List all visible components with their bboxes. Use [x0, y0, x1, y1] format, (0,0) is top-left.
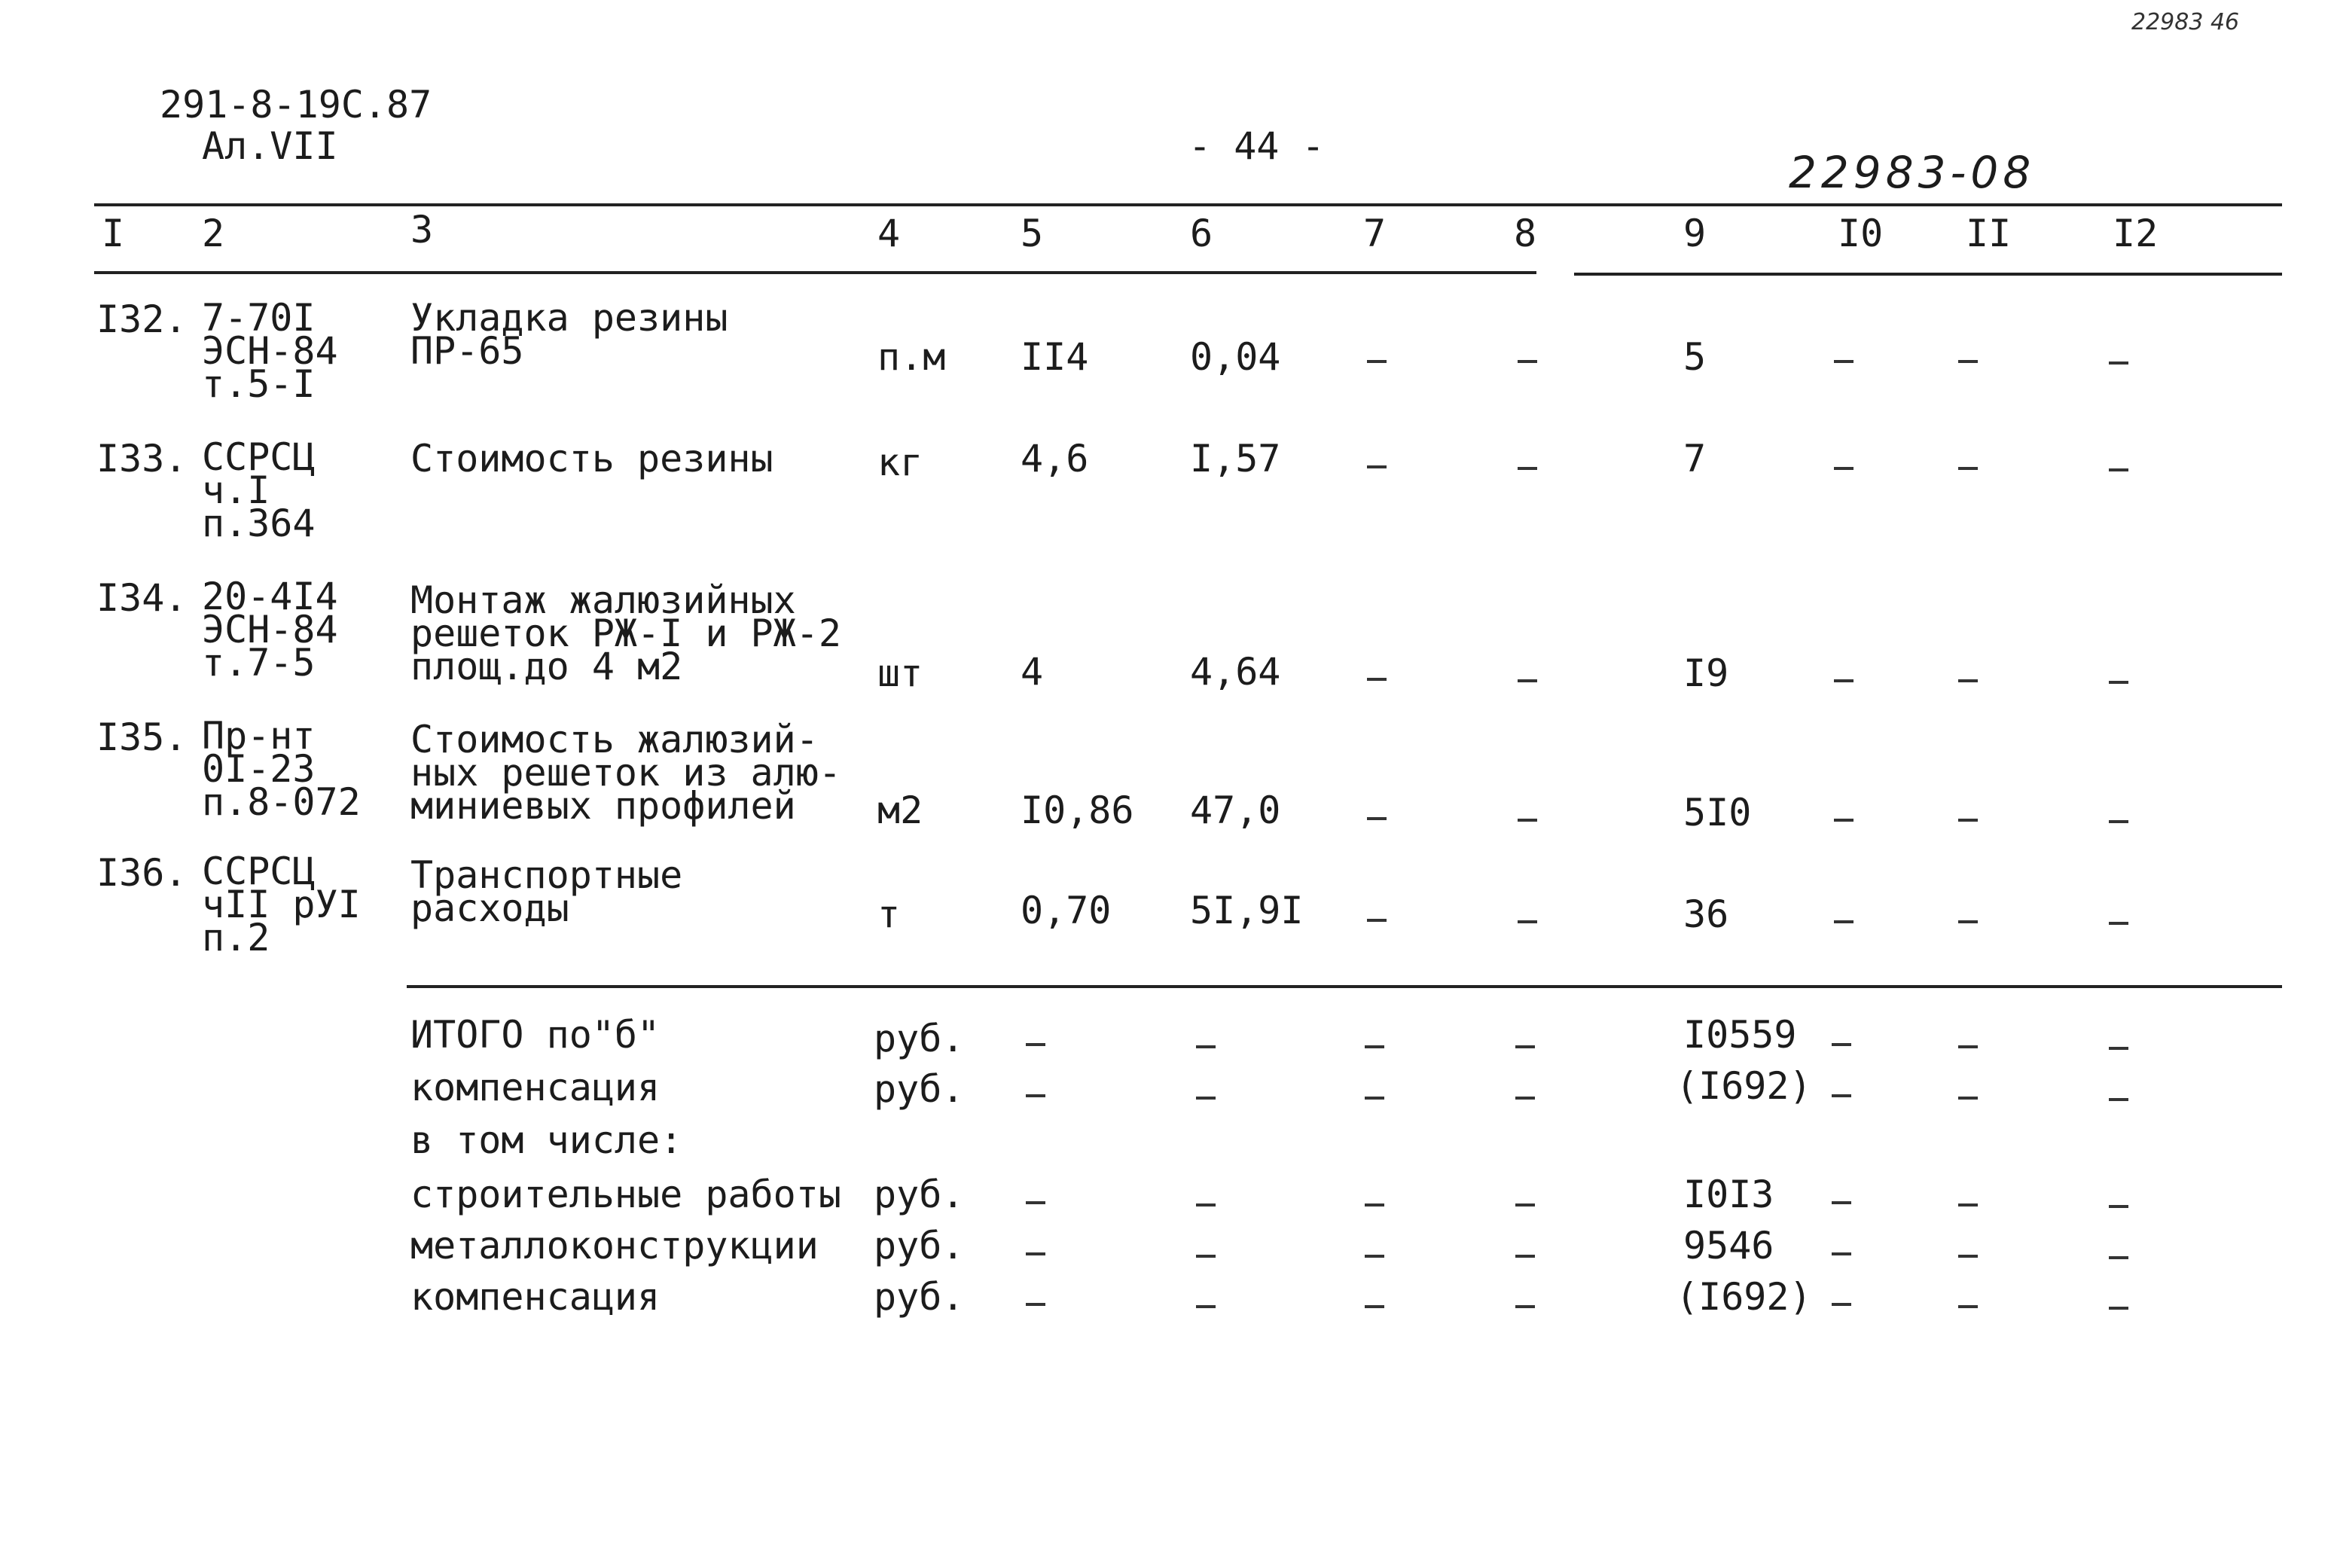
- summary-unit: руб.: [874, 1173, 965, 1216]
- dash: [1365, 1255, 1384, 1258]
- dash: [1365, 1203, 1384, 1207]
- row-code: 7-70I ЭСН-84 т.5-I: [202, 296, 338, 406]
- dash: [1365, 1305, 1384, 1308]
- row-name: Стоимость резины: [410, 437, 773, 480]
- dash: [1026, 1094, 1045, 1097]
- column-header-8: 8: [1514, 212, 1537, 255]
- row-total: 7: [1683, 437, 1707, 480]
- summary-unit: руб.: [874, 1224, 965, 1268]
- row-unit: шт: [877, 651, 923, 695]
- dash: [1958, 360, 1978, 363]
- dash: [1958, 1045, 1978, 1048]
- header-bottom-rule-left: [94, 271, 1536, 274]
- dash: [1367, 465, 1387, 468]
- row-total: 5: [1683, 335, 1707, 379]
- dash: [1518, 360, 1537, 363]
- dash: [1518, 679, 1537, 682]
- dash: [1832, 1043, 1851, 1046]
- row-price: 4,64: [1190, 650, 1281, 694]
- column-header-4: 4: [877, 212, 901, 255]
- row-unit: т: [877, 892, 901, 936]
- row-unit: п.м: [877, 335, 946, 379]
- dash: [1026, 1201, 1045, 1204]
- row-number: I36.: [96, 851, 188, 895]
- dash: [1515, 1097, 1535, 1100]
- dash: [2109, 361, 2128, 365]
- header-bottom-rule-right: [1574, 273, 2282, 276]
- dash: [2109, 1256, 2128, 1259]
- row-name: Укладка резины ПР-65: [410, 296, 728, 373]
- column-header-5: 5: [1021, 212, 1044, 255]
- column-header-7: 7: [1363, 212, 1387, 255]
- row-total: I9: [1683, 651, 1729, 695]
- summary-value: I0559: [1683, 1013, 1797, 1057]
- dash: [1367, 360, 1387, 363]
- row-name: Стоимость жалюзий- ных решеток из алю- миниевых профилей: [410, 718, 841, 828]
- dash: [2109, 1307, 2128, 1310]
- row-name: Монтаж жалюзийных решеток РЖ-I и РЖ-2 площ.до 4 м2: [410, 578, 841, 688]
- dash: [1367, 678, 1387, 681]
- dash: [1367, 817, 1387, 820]
- column-header-1: I: [102, 212, 125, 255]
- dash: [1196, 1255, 1216, 1258]
- dash: [1518, 819, 1537, 822]
- column-header-9: 9: [1683, 212, 1707, 255]
- row-code: ССРСЦ ч.I п.364: [202, 435, 316, 545]
- dash: [1958, 679, 1978, 682]
- row-number: I33.: [96, 437, 188, 480]
- summary-unit: руб.: [874, 1067, 965, 1111]
- corner-stamp: 22983 46: [2131, 9, 2240, 35]
- row-code: Пр-нт 0I-23 п.8-072: [202, 714, 361, 824]
- row-total: 5I0: [1683, 791, 1752, 834]
- dash: [1515, 1045, 1535, 1048]
- summary-rule: [407, 985, 2282, 988]
- summary-label: компенсация: [410, 1275, 661, 1319]
- row-number: I35.: [96, 715, 188, 759]
- dash: [2109, 468, 2128, 471]
- dash: [1365, 1045, 1384, 1048]
- summary-value: I0I3: [1683, 1173, 1774, 1216]
- dash: [2109, 1047, 2128, 1050]
- dash: [1958, 1255, 1978, 1258]
- dash: [1196, 1045, 1216, 1048]
- dash: [1832, 1303, 1851, 1306]
- album-number: Ал.VII: [202, 124, 338, 168]
- dash: [1958, 1305, 1978, 1308]
- dash: [1515, 1255, 1535, 1258]
- column-header-6: 6: [1190, 212, 1213, 255]
- summary-value: 9546: [1683, 1224, 1774, 1268]
- dash: [1367, 919, 1387, 922]
- column-header-11: II: [1966, 212, 2012, 255]
- dash: [1832, 1094, 1851, 1097]
- row-price: 5I,9I: [1190, 889, 1304, 932]
- dash: [1832, 1252, 1851, 1255]
- column-header-2: 2: [202, 212, 225, 255]
- dash: [1834, 819, 1854, 822]
- dash: [2109, 820, 2128, 823]
- summary-unit: руб.: [874, 1017, 965, 1060]
- row-number: I32.: [96, 297, 188, 341]
- row-price: 0,04: [1190, 335, 1281, 379]
- row-price: 47,0: [1190, 789, 1281, 832]
- row-name: Транспортные расходы: [410, 853, 683, 930]
- dash: [1834, 360, 1854, 363]
- summary-label: строительные работы: [410, 1173, 841, 1216]
- dash: [1834, 920, 1854, 923]
- row-number: I34.: [96, 576, 188, 620]
- row-price: I,57: [1190, 437, 1281, 480]
- page-number: - 44 -: [1188, 124, 1325, 168]
- dash: [1196, 1203, 1216, 1207]
- row-code: 20-4I4 ЭСН-84 т.7-5: [202, 575, 338, 685]
- row-total: 36: [1683, 892, 1729, 936]
- document-code: 291-8-19С.87: [160, 83, 432, 127]
- dash: [1834, 679, 1854, 682]
- summary-value: (I692): [1676, 1275, 1812, 1319]
- summary-label: металлоконструкции: [410, 1224, 819, 1268]
- dash: [1196, 1305, 1216, 1308]
- row-qty: II4: [1021, 335, 1089, 379]
- dash: [1958, 467, 1978, 470]
- row-code: ССРСЦ чII рУI п.2: [202, 850, 361, 959]
- dash: [1026, 1252, 1045, 1255]
- summary-unit: руб.: [874, 1275, 965, 1319]
- dash: [1518, 467, 1537, 470]
- dash: [1832, 1201, 1851, 1204]
- row-qty: 0,70: [1021, 889, 1112, 932]
- dash: [1365, 1097, 1384, 1100]
- dash: [1196, 1097, 1216, 1100]
- summary-label: в том числе:: [410, 1118, 683, 1162]
- dash: [1518, 920, 1537, 923]
- dash: [2109, 1098, 2128, 1101]
- dash: [2109, 681, 2128, 684]
- dash: [1515, 1203, 1535, 1207]
- row-qty: I0,86: [1021, 789, 1134, 832]
- dash: [2109, 922, 2128, 925]
- dash: [1958, 819, 1978, 822]
- dash: [1515, 1305, 1535, 1308]
- dash: [1958, 1097, 1978, 1100]
- summary-value: (I692): [1676, 1064, 1812, 1108]
- column-header-10: I0: [1838, 212, 1884, 255]
- summary-label: компенсация: [410, 1066, 661, 1109]
- summary-label: ИТОГО по"б": [410, 1013, 661, 1057]
- inventory-number: 22983-08: [1789, 147, 2036, 198]
- column-header-12: I2: [2113, 212, 2159, 255]
- row-qty: 4: [1021, 650, 1044, 694]
- header-top-rule: [94, 203, 2282, 206]
- column-header-3: 3: [410, 208, 434, 252]
- dash: [1026, 1303, 1045, 1306]
- dash: [2109, 1205, 2128, 1208]
- dash: [1958, 1203, 1978, 1207]
- row-unit: м2: [877, 789, 923, 832]
- row-unit: кг: [877, 441, 923, 484]
- dash: [1834, 467, 1854, 470]
- dash: [1958, 920, 1978, 923]
- row-qty: 4,6: [1021, 437, 1089, 480]
- dash: [1026, 1043, 1045, 1046]
